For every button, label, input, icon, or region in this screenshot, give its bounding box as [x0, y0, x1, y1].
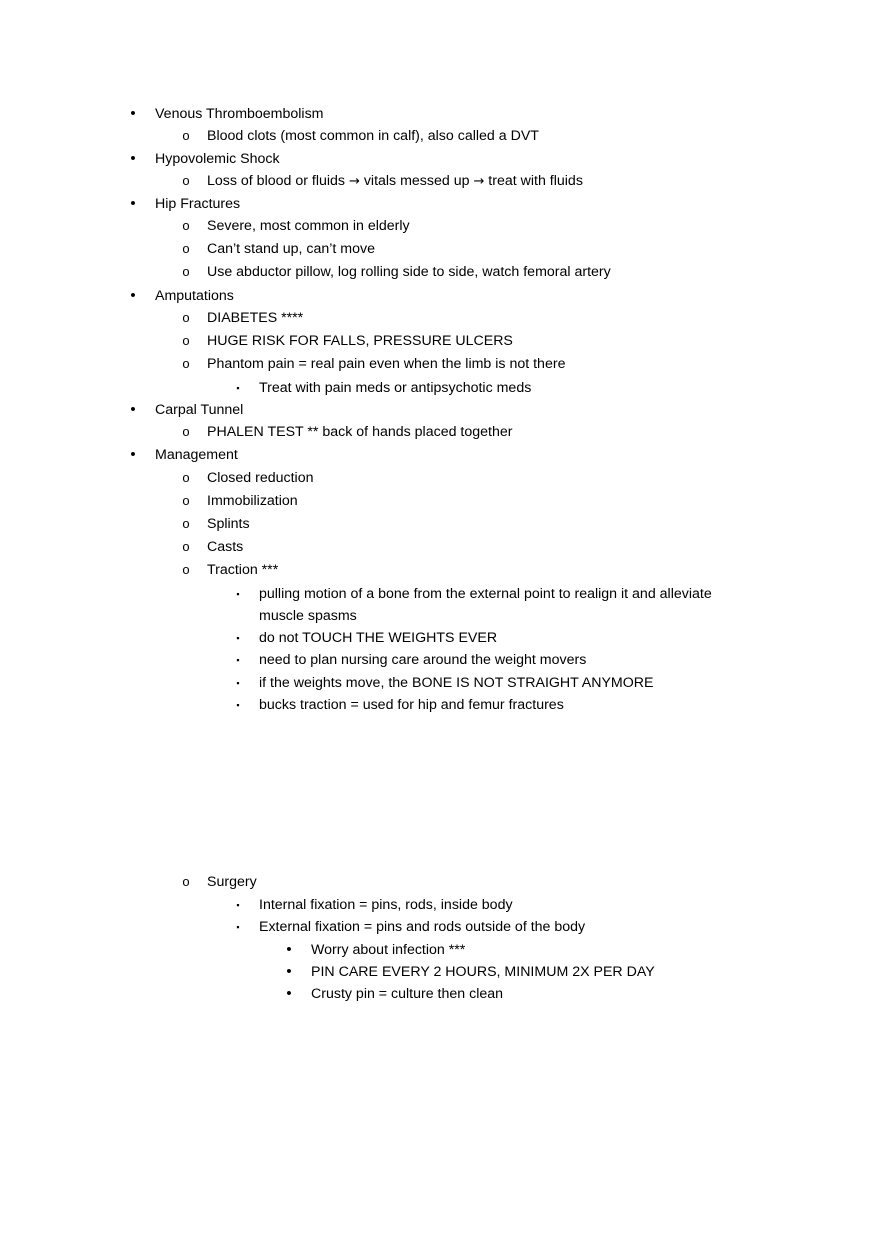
list-marker-circle: o: [182, 874, 190, 889]
list-item-level-1: Venous Thromboembolism: [155, 106, 324, 122]
list-marker-square: ▪: [236, 678, 240, 688]
list-marker-square: ▪: [236, 383, 240, 393]
list-marker-bullet: •: [130, 195, 136, 212]
list-item-level-3: do not TOUCH THE WEIGHTS EVER: [259, 630, 498, 646]
list-marker-square: ▪: [236, 922, 240, 932]
list-item-level-2: Phantom pain = real pain even when the limb is not there: [207, 356, 566, 372]
list-item-level-3: bucks traction = used for hip and femur fractures: [259, 697, 564, 713]
list-item-level-4: Worry about infection ***: [311, 942, 466, 958]
list-item-level-2: HUGE RISK FOR FALLS, PRESSURE ULCERS: [207, 333, 513, 349]
list-marker-square: ▪: [236, 700, 240, 710]
list-marker-bullet: •: [286, 985, 292, 1002]
list-marker-circle: o: [182, 310, 190, 325]
list-item-level-1: Amputations: [155, 288, 234, 304]
list-item-level-1: Hip Fractures: [155, 196, 241, 212]
list-marker-bullet: •: [286, 941, 292, 958]
list-item-level-2: Severe, most common in elderly: [207, 218, 410, 234]
list-item-level-4: Crusty pin = culture then clean: [311, 986, 504, 1002]
list-marker-bullet: •: [130, 446, 136, 463]
list-item-level-2: Use abductor pillow, log rolling side to side, watch femoral artery: [207, 264, 611, 280]
list-item-text: Loss of blood or fluids: [207, 173, 349, 189]
list-marker-circle: o: [182, 562, 190, 577]
arrow-icon: →: [473, 174, 485, 189]
list-marker-circle: o: [182, 356, 190, 371]
list-marker-bullet: •: [286, 963, 292, 980]
list-marker-circle: o: [182, 470, 190, 485]
list-item-text: vitals messed up: [359, 173, 474, 189]
list-item-level-2: Splints: [207, 516, 250, 532]
list-item-level-1: Management: [155, 447, 238, 463]
list-item-level-3: External fixation = pins and rods outside of the body: [259, 919, 586, 935]
list-marker-circle: o: [182, 493, 190, 508]
list-marker-circle: o: [182, 264, 190, 279]
list-marker-circle: o: [182, 128, 190, 143]
list-item-level-2: DIABETES ****: [207, 310, 304, 326]
list-item-level-2: Traction ***: [207, 562, 279, 578]
list-item-level-3: need to plan nursing care around the weight movers: [259, 652, 587, 668]
list-item-level-2: PHALEN TEST ** back of hands placed together: [207, 424, 513, 440]
list-item-level-3: Treat with pain meds or antipsychotic meds: [259, 380, 532, 396]
list-item-level-1: Carpal Tunnel: [155, 402, 244, 418]
list-item-level-3: pulling motion of a bone from the external point to realign it and alleviate: [259, 586, 712, 602]
list-item-level-2: Blood clots (most common in calf), also called a DVT: [207, 128, 539, 144]
list-item-level-3: Internal fixation = pins, rods, inside body: [259, 897, 513, 913]
list-marker-bullet: •: [130, 287, 136, 304]
list-marker-circle: o: [182, 218, 190, 233]
list-marker-square: ▪: [236, 655, 240, 665]
list-marker-bullet: •: [130, 150, 136, 167]
list-marker-square: ▪: [236, 900, 240, 910]
list-item-level-3: if the weights move, the BONE IS NOT STRAIGHT ANYMORE: [259, 675, 654, 691]
list-marker-circle: o: [182, 516, 190, 531]
list-marker-circle: o: [182, 333, 190, 348]
list-item-level-2: Casts: [207, 539, 244, 555]
list-item-level-2: [207, 170, 583, 193]
list-item-level-2: Can’t stand up, can’t move: [207, 241, 375, 257]
arrow-icon: →: [348, 174, 360, 189]
list-marker-square: ▪: [236, 589, 240, 599]
list-marker-bullet: •: [130, 401, 136, 418]
list-marker-circle: o: [182, 241, 190, 256]
list-item-level-4: PIN CARE EVERY 2 HOURS, MINIMUM 2X PER DAY: [311, 964, 655, 980]
list-item-text: treat with fluids: [484, 173, 583, 189]
list-item-level-2: Surgery: [207, 874, 257, 890]
list-marker-bullet: •: [130, 105, 136, 122]
list-item-level-1: Hypovolemic Shock: [155, 151, 280, 167]
list-item-level-3: muscle spasms: [259, 608, 357, 624]
list-marker-square: ▪: [236, 633, 240, 643]
list-item-level-2: Closed reduction: [207, 470, 314, 486]
list-marker-circle: o: [182, 424, 190, 439]
list-marker-circle: o: [182, 539, 190, 554]
list-item-level-2: Immobilization: [207, 493, 298, 509]
list-marker-circle: o: [182, 173, 190, 188]
